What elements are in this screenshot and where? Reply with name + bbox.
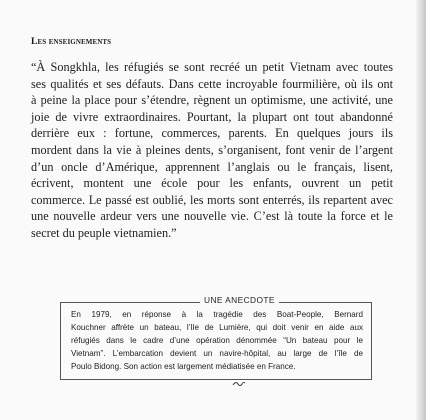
quote-line: commerce. Le passé est oublié, les morts sont enterrés, ils repartent avec <box>31 192 393 207</box>
quote-line: secret du peuple vietnamien.” <box>31 225 177 240</box>
quote-line: joie de vivre extraordinaires. Pourtant, la plupart ont tout abandonné <box>31 109 393 124</box>
anecdote-line: Kouchner affrète un bateau, l’Ile de Lumière, qui doit venir en aide aux <box>71 323 363 332</box>
anecdote-line: réfugiés dans le cadre d’une opération dénommée “Un bateau pour le <box>71 336 363 345</box>
section-title: Les enseignements <box>31 36 112 47</box>
anecdote-title: UNE ANECDOTE <box>200 295 279 305</box>
page-edge-shadow <box>416 0 426 420</box>
quote-paragraph <box>31 59 393 242</box>
quote-line: derrière eux : fortune, commerces, parents. En quelques jours ils <box>31 126 393 141</box>
quote-line: d’un oncle d’Amérique, apprennent l’anglais ou le français, lisent, <box>31 159 393 174</box>
quote-line: une nouvelle ardeur vers une nouvelle vie. C’est là toute la force et le <box>31 209 393 224</box>
quote-line: mordent dans la vie à pleines dents, s’organisent, font venir de l’argent <box>31 142 393 157</box>
quote-line: “À Songkhla, les réfugiés se sont recréé un petit Vietnam avec toutes <box>31 60 393 74</box>
anecdote-line: Poulo Bidong. Son action est largement médiatisée en France. <box>71 362 296 371</box>
anecdote-line: Vietnam”. L’embarcation devient un navire-hôpital, au large de l’île de <box>71 349 363 358</box>
anecdote-text <box>71 308 363 373</box>
quote-line: écrivent, montent une école pour les enfants, ouvrent un petit <box>31 176 393 191</box>
pen-mark <box>232 381 246 387</box>
anecdote-line: En 1979, en réponse à la tragédie des Boat-People, Bernard <box>71 310 363 319</box>
quote-line: à peine la place pour s’étendre, règnent un optimisme, une activité, une <box>31 93 393 108</box>
quote-line: ses qualités et ses défauts. Dans cette incroyable fourmilière, où ils ont <box>31 76 393 91</box>
